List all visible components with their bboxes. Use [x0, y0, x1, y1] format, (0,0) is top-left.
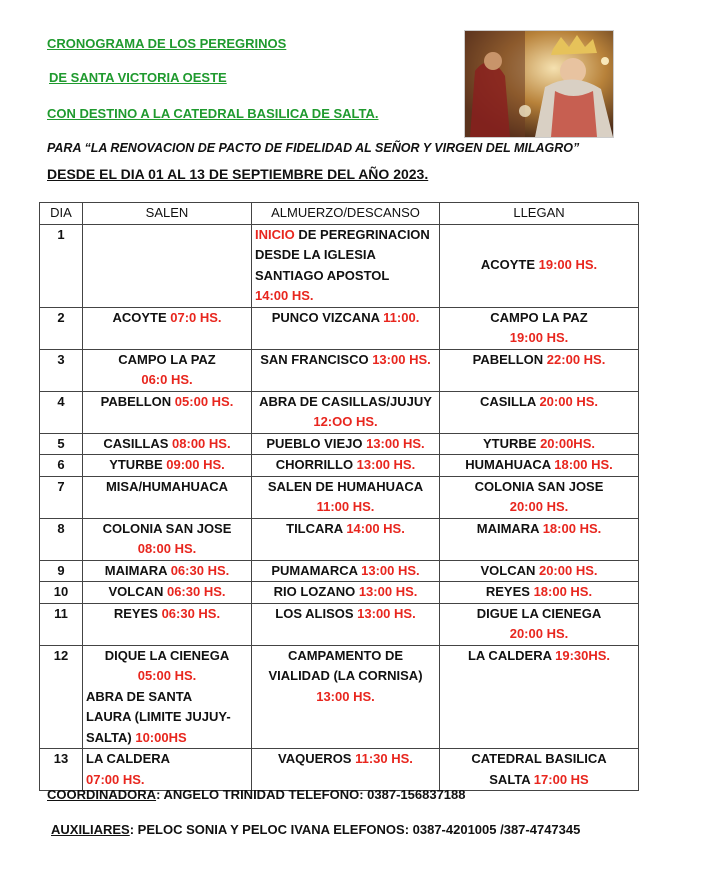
day-cell: 8: [40, 518, 83, 560]
column-header-salen: SALEN: [83, 203, 252, 225]
day-cell: 9: [40, 560, 83, 582]
day-cell: 7: [40, 476, 83, 518]
cell-line: [443, 646, 635, 667]
time-text: 14:00 HS.: [255, 288, 314, 303]
time-text: 13:00 HS.: [372, 351, 431, 367]
place-text: LA CALDERA: [467, 647, 556, 663]
cell-line: [443, 308, 635, 329]
cell-line: [86, 561, 248, 582]
cell-line: [255, 477, 436, 498]
salen-cell: [83, 433, 252, 455]
almuerzo-cell: [252, 560, 440, 582]
almuerzo-cell: [252, 476, 440, 518]
place-text: VAQUEROS: [278, 751, 356, 766]
place-text: MAIMARA: [104, 562, 171, 578]
cell-line: [443, 328, 635, 349]
time-text: 09:00 HS.: [166, 457, 225, 472]
cell-line: [255, 350, 436, 371]
salen-cell: [83, 455, 252, 477]
place-text: VIALIDAD (LA CORNISA): [268, 668, 423, 683]
almuerzo-cell: [252, 433, 440, 455]
place-text: LOS ALISOS: [275, 605, 358, 621]
cell-line: [86, 666, 248, 687]
place-text: REYES: [113, 605, 162, 621]
llegan-cell: [440, 391, 639, 433]
time-text: 14:00 HS.: [346, 520, 405, 536]
time-text: 13:00 HS.: [357, 605, 416, 621]
place-text: PUEBLO VIEJO: [266, 435, 367, 451]
coordinator-line: [47, 787, 466, 802]
column-header-llegan: LLEGAN: [440, 203, 639, 225]
almuerzo-cell: [252, 391, 440, 433]
cell-line: [255, 749, 436, 770]
time-text: 06:30 HS.: [170, 562, 230, 578]
document-title-line-1: CRONOGRAMA DE LOS PEREGRINOS: [47, 36, 287, 51]
almuerzo-cell: [252, 455, 440, 477]
day-cell: 13: [40, 749, 83, 791]
cell-line: [255, 455, 436, 476]
day-cell: 3: [40, 349, 83, 391]
cell-line: [86, 434, 248, 455]
day-cell: 5: [40, 433, 83, 455]
time-text: 06:30 HS.: [166, 584, 226, 599]
time-text: 10:00HS: [135, 729, 187, 745]
place-text: ACOYTE: [112, 309, 171, 325]
cell-line: [255, 519, 436, 540]
table-row: [40, 518, 639, 560]
llegan-cell: [440, 582, 639, 604]
place-text: CAMPO LA PAZ: [118, 351, 216, 367]
place-text: TILCARA: [286, 520, 347, 536]
place-text: SALTA): [86, 729, 136, 745]
cell-line: [255, 687, 436, 708]
salen-cell: [83, 307, 252, 349]
time-text: 13:00 HS.: [366, 435, 425, 451]
place-text: CAMPAMENTO DE: [287, 647, 404, 663]
table-row: [40, 349, 639, 391]
salen-cell: [83, 560, 252, 582]
cell-line: [86, 707, 248, 728]
cell-line: [86, 728, 248, 749]
document-title-line-3: CON DESTINO A LA CATEDRAL BASILICA DE SALTA.: [47, 106, 379, 121]
place-text: VOLCAN: [108, 584, 167, 599]
time-text: 11:30 HS.: [355, 751, 413, 766]
time-text: 08:00 HS.: [137, 541, 197, 556]
place-text: SANTIAGO APOSTOL: [255, 267, 390, 283]
table-row: [40, 391, 639, 433]
place-text: COLONIA SAN JOSE: [102, 520, 232, 536]
time-text: 19:00 HS.: [509, 330, 569, 345]
cell-line: [255, 666, 436, 687]
time-text: 22:00 HS.: [546, 351, 606, 367]
cell-line: [86, 455, 248, 476]
llegan-cell: [440, 455, 639, 477]
cell-line: [443, 582, 635, 603]
place-text: HUMAHUACA: [465, 457, 555, 472]
purpose-line: PARA “LA RENOVACION DE PACTO DE FIDELIDAD AL SEÑOR Y VIRGEN DEL MILAGRO”: [47, 141, 580, 155]
salen-cell: [83, 582, 252, 604]
almuerzo-cell: [252, 349, 440, 391]
time-text: 05:00 HS.: [137, 668, 197, 683]
time-text: 18:00 HS.: [533, 584, 593, 599]
day-cell: 10: [40, 582, 83, 604]
place-text: COLONIA SAN JOSE: [474, 478, 604, 494]
place-text: ACOYTE: [480, 257, 539, 273]
time-text: 13:00 HS.: [316, 688, 375, 704]
place-text: SAN FRANCISCO: [260, 351, 373, 367]
almuerzo-cell: [252, 307, 440, 349]
place-text: CASILLAS: [103, 435, 173, 451]
salen-cell: [83, 645, 252, 749]
time-text: 20:00 HS.: [509, 626, 569, 641]
table-row: [40, 455, 639, 477]
place-text: RIO LOZANO: [273, 584, 359, 599]
salen-cell: [83, 518, 252, 560]
salen-cell: [83, 603, 252, 645]
table-row: [40, 560, 639, 582]
salen-cell: [83, 391, 252, 433]
time-text: 18:00 HS.: [554, 457, 613, 472]
place-text: DIGUE LA CIENEGA: [476, 605, 602, 621]
almuerzo-cell: [252, 582, 440, 604]
cell-line: [86, 350, 248, 371]
column-header-dia: DIA: [40, 203, 83, 225]
cell-line: [255, 434, 436, 455]
time-text: 07:00 HS.: [86, 771, 145, 787]
table-row: [40, 224, 639, 307]
cell-line: [443, 561, 635, 582]
time-text: 19:00 HS.: [538, 257, 598, 273]
almuerzo-cell: [252, 749, 440, 791]
cell-line: [86, 308, 248, 329]
date-range: DESDE EL DIA 01 AL 13 DE SEPTIEMBRE DEL AÑO 2023.: [47, 166, 429, 182]
cell-line: [255, 225, 436, 246]
cell-line: [86, 370, 248, 391]
cell-line: [443, 770, 635, 791]
place-text: SALTA: [489, 771, 534, 787]
cell-line: [443, 477, 635, 498]
cell-line: [255, 266, 436, 287]
cell-line: [255, 646, 436, 667]
cell-line: [255, 604, 436, 625]
llegan-cell: [440, 224, 639, 307]
assistants-label: AUXILIARES: [51, 822, 130, 837]
place-text: PUNCO VIZCANA: [271, 309, 384, 325]
almuerzo-cell: [252, 645, 440, 749]
coordinator-label: COORDINADORA: [47, 787, 157, 802]
cell-line: [255, 582, 436, 603]
time-text: 20:00 HS.: [538, 562, 598, 578]
table-header-row: [40, 203, 639, 225]
cell-line: [86, 582, 248, 603]
religious-image-icon: [464, 30, 614, 138]
schedule-table: [39, 202, 639, 791]
salen-cell: [83, 349, 252, 391]
cell-line: [255, 286, 436, 307]
time-text: 13:00 HS.: [361, 562, 420, 578]
cell-line: [86, 646, 248, 667]
almuerzo-cell: [252, 603, 440, 645]
cell-line: [443, 497, 635, 518]
cell-line: [443, 392, 635, 413]
cell-line: [443, 624, 635, 645]
place-text: PABELLON: [472, 351, 547, 367]
place-text: YTURBE: [109, 457, 167, 472]
cell-line: [443, 604, 635, 625]
cell-line: [86, 519, 248, 540]
place-text: LAURA (LIMITE JUJUY-: [86, 709, 231, 724]
day-cell: 6: [40, 455, 83, 477]
time-text: 11:00 HS.: [316, 499, 375, 514]
cell-line: [255, 412, 436, 433]
cell-line: [443, 455, 635, 476]
time-text: 12:OO HS.: [313, 414, 378, 429]
cell-line: [255, 245, 436, 266]
salen-cell: [83, 224, 252, 307]
time-text: 08:00 HS.: [172, 435, 231, 451]
place-text: DE PEREGRINACION: [294, 226, 430, 242]
place-text: ABRA DE SANTA: [86, 688, 193, 704]
cell-line: [255, 497, 436, 518]
cell-line: [255, 308, 436, 329]
assistants-line: [51, 822, 580, 837]
llegan-cell: [440, 560, 639, 582]
place-text: CAMPO LA PAZ: [490, 309, 588, 325]
day-cell: 2: [40, 307, 83, 349]
cell-line: [86, 604, 248, 625]
llegan-cell: [440, 749, 639, 791]
llegan-cell: [440, 518, 639, 560]
time-text: INICIO: [255, 226, 295, 242]
cell-line: [443, 434, 635, 455]
table-row: [40, 582, 639, 604]
llegan-cell: [440, 476, 639, 518]
table-row: [40, 476, 639, 518]
llegan-cell: [440, 433, 639, 455]
place-text: ABRA DE CASILLAS/JUJUY: [259, 393, 432, 409]
almuerzo-cell: [252, 224, 440, 307]
day-cell: 4: [40, 391, 83, 433]
salen-cell: [83, 749, 252, 791]
place-text: REYES: [485, 584, 534, 599]
time-text: 06:30 HS.: [161, 605, 221, 621]
time-text: 18:00 HS.: [542, 520, 602, 536]
time-text: 20:00HS.: [540, 435, 595, 451]
column-header-almuerzo: ALMUERZO/DESCANSO: [252, 203, 440, 225]
document-title-line-2: DE SANTA VICTORIA OESTE: [49, 70, 227, 85]
cell-line: [86, 687, 248, 708]
almuerzo-cell: [252, 518, 440, 560]
place-text: YTURBE: [483, 435, 541, 451]
cell-line: [443, 519, 635, 540]
place-text: DIQUE LA CIENEGA: [104, 647, 230, 663]
cell-line: [86, 392, 248, 413]
place-text: PUMAMARCA: [271, 562, 362, 578]
salen-cell: [83, 476, 252, 518]
time-text: 07:0 HS.: [170, 309, 222, 325]
table-row: [40, 645, 639, 749]
time-text: 20:00 HS.: [509, 499, 569, 514]
time-text: 13:00 HS.: [358, 584, 418, 599]
day-cell: 1: [40, 224, 83, 307]
assistants-text: : PELOC SONIA Y PELOC IVANA ELEFONOS: 0387-4201005 /387-4747345: [129, 822, 581, 837]
table-row: [40, 603, 639, 645]
time-text: 13:00 HS.: [356, 457, 416, 472]
time-text: 06:0 HS.: [141, 372, 193, 387]
llegan-cell: [440, 307, 639, 349]
cell-line: [443, 350, 635, 371]
time-text: 19:30HS.: [555, 647, 611, 663]
coordinator-text: : ANGELO TRINIDAD TELEFONO: 0387-156837188: [156, 787, 466, 802]
llegan-cell: [440, 349, 639, 391]
time-text: 17:00 HS: [533, 771, 589, 787]
place-text: DESDE LA IGLESIA: [255, 247, 376, 262]
llegan-cell: [440, 603, 639, 645]
time-text: 20:00 HS.: [539, 393, 598, 409]
schedule-body: [40, 224, 639, 791]
cell-line: [86, 539, 248, 560]
cell-line: [255, 561, 436, 582]
cell-line: [443, 255, 635, 276]
day-cell: 11: [40, 603, 83, 645]
place-text: MAIMARA: [476, 520, 543, 536]
cell-line: [255, 392, 436, 413]
llegan-cell: [440, 645, 639, 749]
cell-line: [443, 749, 635, 770]
table-row: [40, 749, 639, 791]
place-text: CASILLA: [479, 393, 540, 409]
cell-line: [86, 749, 248, 770]
place-text: SALEN DE HUMAHUACA: [267, 478, 424, 494]
place-text: LA CALDERA: [86, 751, 171, 766]
table-row: [40, 307, 639, 349]
place-text: VOLCAN: [480, 562, 539, 578]
time-text: 05:00 HS.: [174, 393, 234, 409]
table-row: [40, 433, 639, 455]
day-cell: 12: [40, 645, 83, 749]
cell-line: [86, 477, 248, 498]
place-text: PABELLON: [100, 393, 175, 409]
place-text: MISA/HUMAHUACA: [105, 478, 229, 494]
time-text: 11:00.: [383, 309, 420, 325]
place-text: CHORRILLO: [275, 457, 357, 472]
place-text: CATEDRAL BASILICA: [471, 751, 607, 766]
